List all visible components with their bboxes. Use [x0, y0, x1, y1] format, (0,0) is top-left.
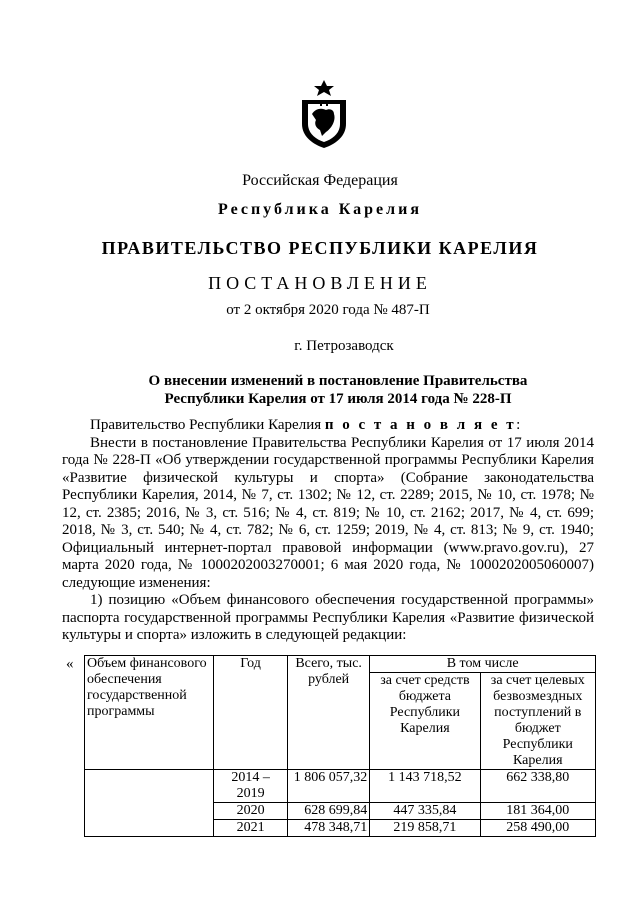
- budget-cell: 1 143 718,52: [370, 770, 480, 803]
- document-city: г. Петрозаводск: [294, 338, 394, 354]
- col-financing-header: Объем финансового обеспечения государственной программы: [85, 656, 214, 770]
- grants-cell: 258 490,00: [480, 820, 595, 837]
- budget-cell: 447 335,84: [370, 803, 480, 820]
- subject-line: Республики Карелия от 17 июля 2014 года № 228-П: [164, 391, 512, 407]
- resolution-clause: [62, 417, 594, 435]
- grants-cell: 662 338,80: [480, 770, 595, 803]
- total-cell: 628 699,84: [288, 803, 370, 820]
- empty-cell: [85, 770, 214, 837]
- document-body: [62, 417, 594, 645]
- total-cell: 1 806 057,32: [288, 770, 370, 803]
- subject-line: О внесении изменений в постановление Правительства: [148, 373, 528, 389]
- col-budget-header: за счет средств бюджета Республики Карелия: [370, 673, 480, 770]
- country-name: Российская Федерация: [242, 172, 398, 189]
- col-grants-header: за счет целевых безвозмездных поступлений в бюджет Республики Карелия: [480, 673, 595, 770]
- opening-quote: «: [66, 656, 74, 672]
- document-subject: [18, 372, 640, 408]
- resolution-text: Правительство Республики Карелия: [90, 417, 325, 433]
- total-cell: 478 348,71: [288, 820, 370, 837]
- coat-of-arms-emblem: [296, 80, 352, 148]
- document-type: ПОСТАНОВЛЕНИЕ: [208, 273, 432, 293]
- government-title: ПРАВИТЕЛЬСТВО РЕСПУБЛИКИ КАРЕЛИЯ: [101, 238, 539, 258]
- item-one-paragraph: 1) позицию «Объем финансового обеспечения государственной программы» паспорта государственной программы Республики Карелия «Развитие физической культуры и спорта» изложить в следующей редакции:: [62, 592, 594, 643]
- document-date: от 2 октября 2020 года № 487-П: [226, 302, 430, 318]
- col-group-header: В том числе: [370, 656, 596, 673]
- budget-cell: 219 858,71: [370, 820, 480, 837]
- year-cell: 2021: [214, 820, 288, 837]
- resolution-verb: п о с т а н о в л я е т: [324, 417, 517, 433]
- col-year-header: Год: [214, 656, 288, 770]
- republic-name: Республика Карелия: [218, 201, 422, 218]
- financing-table: [84, 655, 596, 837]
- table-header-row: [85, 656, 596, 673]
- col-total-header: Всего, тыс. рублей: [288, 656, 370, 770]
- year-cell: 2014 – 2019: [214, 770, 288, 803]
- resolution-colon: :: [516, 417, 521, 433]
- amendment-paragraph: Внести в постановление Правительства Республики Карелия от 17 июля 2014 года № 228-П «Об утверждении государственной программы Республики Карелия «Развитие физической культуры и спорта» (Собрание законодательства Республики Карелия, 2014, № 7, ст. 1302; № 12, ст. 2289; 2015, № 10, ст. 1978; № 12, ст. 2385; 2016, № 3, ст. 516; № 4, ст. 819; № 10, ст. 2162; 2017, № 4, ст. 699; 2018, № 3, ст. 540; № 4, ст. 782; № 6, ст. 1259; 2019, № 4, ст. 813; № 9, ст. 1940; Официальный интернет-портал правовой информации (www.pravo.gov.ru), 27 марта 2020 года, № 1000202003270001; 6 мая 2020 года, № 1000202005060007) следующие изменения:: [62, 434, 594, 591]
- grants-cell: 181 364,00: [480, 803, 595, 820]
- table-row: [85, 770, 596, 803]
- year-cell: 2020: [214, 803, 288, 820]
